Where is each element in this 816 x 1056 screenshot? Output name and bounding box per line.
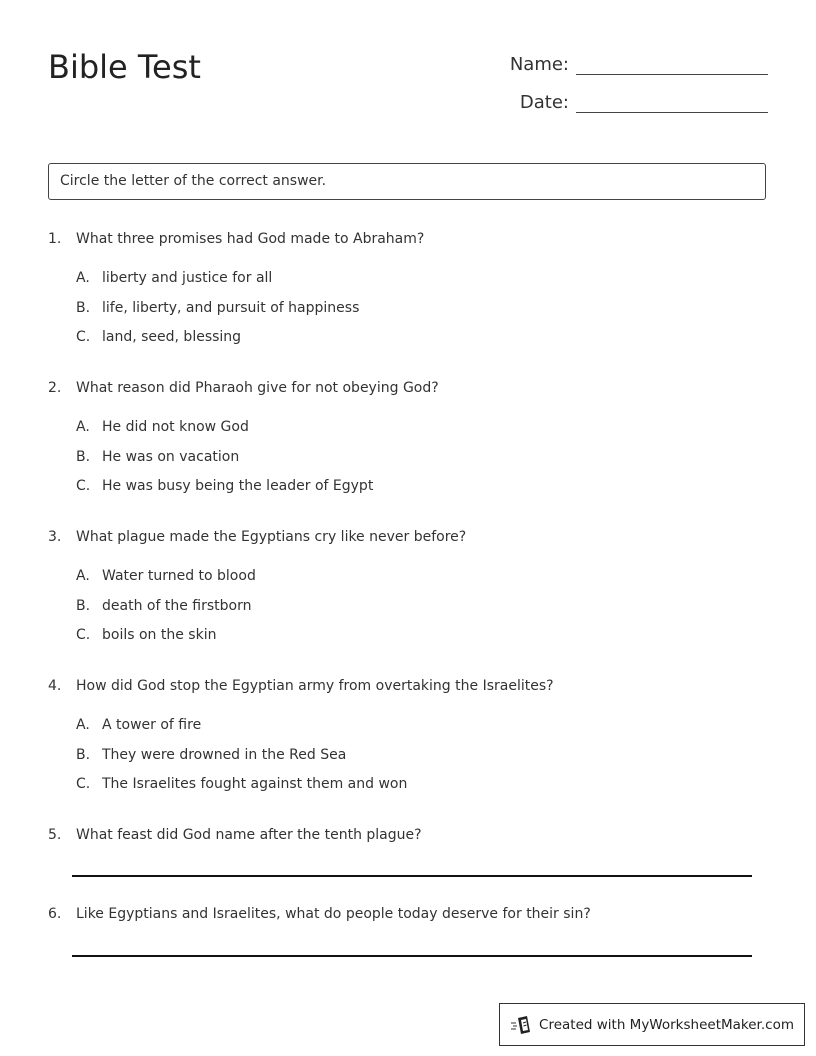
option-letter[interactable]: A.: [76, 567, 90, 584]
option-text: He was busy being the leader of Egypt: [102, 478, 374, 495]
option-a[interactable]: [76, 710, 768, 740]
question-number: 3.: [48, 529, 62, 545]
question-6: [48, 906, 768, 922]
footer-text: Created with MyWorksheetMaker.com: [539, 1016, 794, 1033]
option-text: Water turned to blood: [102, 567, 256, 584]
option-text: He did not know God: [102, 418, 249, 435]
question-number: 2.: [48, 380, 62, 396]
option-letter[interactable]: C.: [76, 627, 91, 644]
option-text: life, liberty, and pursuit of happiness: [102, 299, 360, 316]
option-letter[interactable]: C.: [76, 329, 91, 346]
option-text: land, seed, blessing: [102, 329, 242, 346]
question-number: 6.: [48, 906, 62, 922]
option-a[interactable]: [76, 412, 768, 442]
option-letter[interactable]: A.: [76, 716, 90, 733]
page-title: Bible Test: [48, 48, 201, 86]
option-a[interactable]: [76, 263, 768, 293]
option-b[interactable]: [76, 591, 768, 621]
answer-line-5[interactable]: [72, 875, 752, 877]
option-letter[interactable]: C.: [76, 776, 91, 793]
date-label: Date:: [519, 92, 569, 113]
question-number: 4.: [48, 678, 62, 694]
option-letter[interactable]: C.: [76, 478, 91, 495]
option-letter[interactable]: A.: [76, 269, 90, 286]
question-text: What three promises had God made to Abraham?: [76, 231, 425, 247]
option-a[interactable]: [76, 561, 768, 591]
question-number: 5.: [48, 827, 62, 843]
option-b[interactable]: [76, 293, 768, 323]
question-4: [48, 678, 768, 799]
option-text: liberty and justice for all: [102, 269, 273, 286]
option-c[interactable]: [76, 471, 768, 501]
option-text: They were drowned in the Red Sea: [102, 746, 347, 763]
option-c[interactable]: [76, 769, 768, 799]
question-text: Like Egyptians and Israelites, what do people today deserve for their sin?: [76, 906, 591, 922]
option-letter[interactable]: B.: [76, 746, 91, 763]
question-3: [48, 529, 768, 650]
name-input-line[interactable]: [576, 52, 768, 75]
option-letter[interactable]: B.: [76, 448, 91, 465]
name-field-row: [510, 52, 768, 75]
option-text: boils on the skin: [102, 627, 217, 644]
option-letter[interactable]: B.: [76, 597, 91, 614]
instructions-box: Circle the letter of the correct answer.: [48, 163, 766, 200]
option-text: death of the firstborn: [102, 597, 252, 614]
question-text: What feast did God name after the tenth plague?: [76, 827, 422, 843]
date-field-row: [520, 90, 768, 113]
question-1: [48, 231, 768, 352]
option-letter[interactable]: A.: [76, 418, 90, 435]
question-text: What reason did Pharaoh give for not obeying God?: [76, 380, 439, 396]
option-b[interactable]: [76, 442, 768, 472]
option-c[interactable]: [76, 322, 768, 352]
question-text: What plague made the Egyptians cry like never before?: [76, 529, 467, 545]
question-text: How did God stop the Egyptian army from overtaking the Israelites?: [76, 678, 554, 694]
question-2: [48, 380, 768, 501]
answer-line-6[interactable]: [72, 955, 752, 957]
option-c[interactable]: [76, 620, 768, 650]
worksheet-logo-icon: [510, 1015, 532, 1035]
question-5: [48, 827, 768, 843]
option-b[interactable]: [76, 740, 768, 770]
question-number: 1.: [48, 231, 62, 247]
created-with-badge[interactable]: [499, 1003, 805, 1046]
date-input-line[interactable]: [576, 90, 768, 113]
option-text: A tower of fire: [102, 716, 202, 733]
option-letter[interactable]: B.: [76, 299, 91, 316]
option-text: He was on vacation: [102, 448, 240, 465]
name-label: Name:: [509, 54, 569, 75]
option-text: The Israelites fought against them and won: [102, 776, 408, 793]
